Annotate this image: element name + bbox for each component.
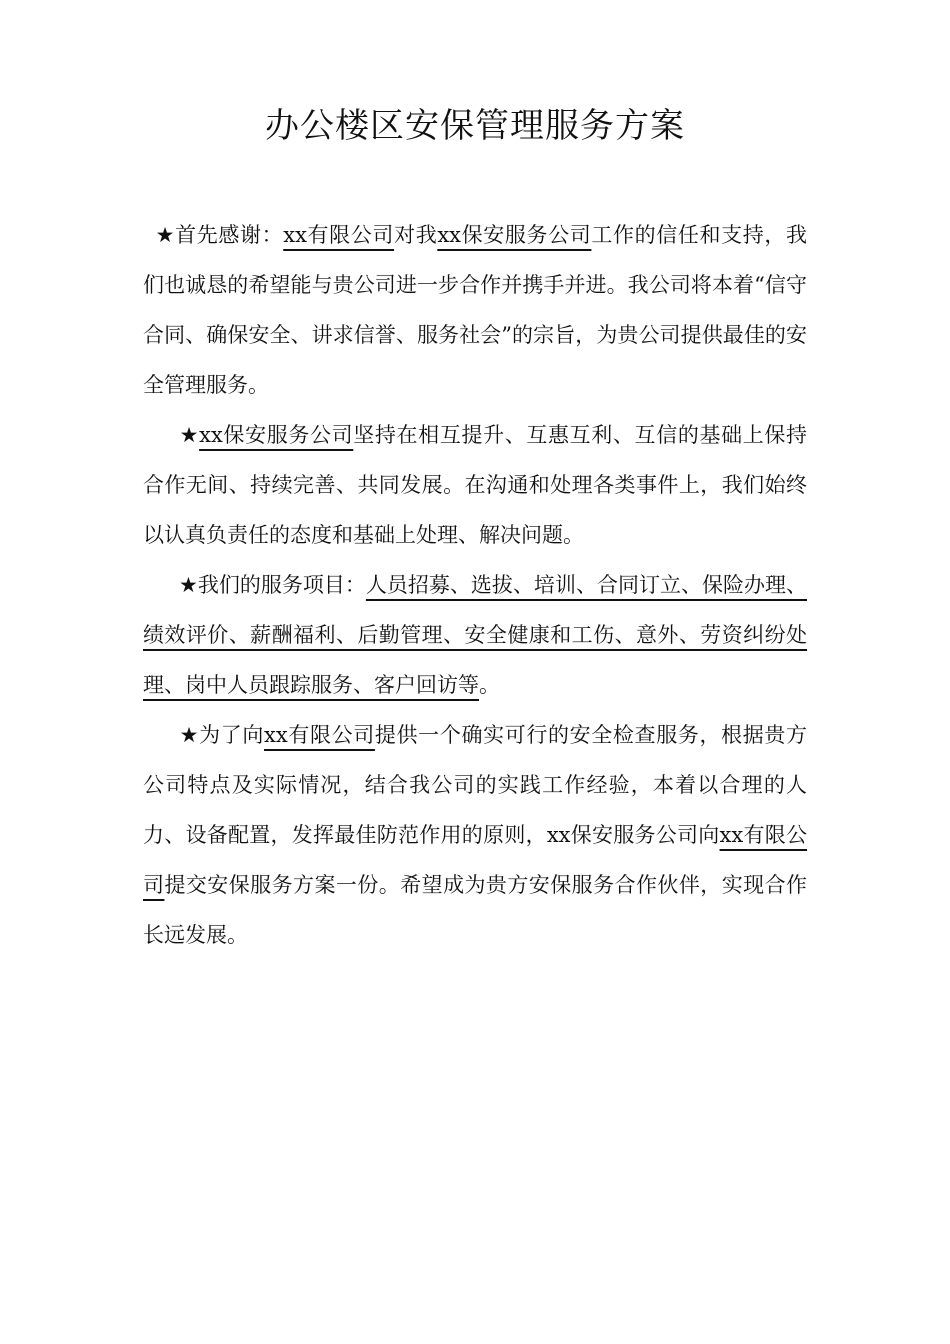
paragraph-text: 首先感谢： <box>175 223 284 247</box>
document-body <box>143 210 807 960</box>
paragraph-text: 为了向 <box>199 723 265 747</box>
document-title: 办公楼区安保管理服务方案 <box>265 106 685 146</box>
paragraph-text: 我们的服务项目： <box>197 573 366 597</box>
paragraph-2 <box>143 410 807 560</box>
paragraph-4 <box>143 710 807 960</box>
underlined-service-items: 人员招募、选拔、培训、合同订立、保险办理、绩效评价、薪酬福利、后勤管理、安全健康和工伤、意外、劳资纠纷处理、岗中人员跟踪服务、客户回访等 <box>143 573 808 697</box>
paragraph-text: 坚持在相互提升、互惠互利、互信的基础上保持合作无间、持续完善、共同发展。在沟通和处理各类事件上，我们始终以认真负责任的态度和基础上处理、解决问题。 <box>143 423 808 547</box>
underlined-company-name: xx有限公司 <box>264 723 375 747</box>
paragraph-text: 。 <box>479 673 500 697</box>
star-bullet-icon: ★ <box>179 423 200 447</box>
star-bullet-icon: ★ <box>155 223 176 247</box>
paragraph-1 <box>143 210 807 410</box>
paragraph-3 <box>143 560 807 710</box>
paragraph-text: 对我 <box>394 223 438 247</box>
paragraph-text: 提交安保服务方案一份。希望成为贵方安保服务合作伙伴，实现合作长远发展。 <box>143 873 808 947</box>
underlined-company-name: xx保安服务公司 <box>199 423 354 447</box>
paragraph-text: 工作的信任和支持，我们也诚恳的希望能与贵公司进一步合作并携手并进。我公司将本着“信守合同、确保安全、讲求信誉、服务社会”的宗旨，为贵公司提供最佳的安全管理服务。 <box>143 223 808 397</box>
underlined-company-name: xx有限公司 <box>143 823 807 897</box>
star-bullet-icon: ★ <box>179 573 198 597</box>
underlined-company-name: xx保安服务公司 <box>437 223 592 247</box>
underlined-company-name: xx有限公司 <box>283 223 395 247</box>
paragraph-text: 提供一个确实可行的安全检查服务，根据贵方公司特点及实际情况，结合我公司的实践工作经验，本着以合理的人力、设备配置，发挥最佳防范作用的原则，xx保安服务公司向 <box>143 723 808 847</box>
star-bullet-icon: ★ <box>179 723 200 747</box>
